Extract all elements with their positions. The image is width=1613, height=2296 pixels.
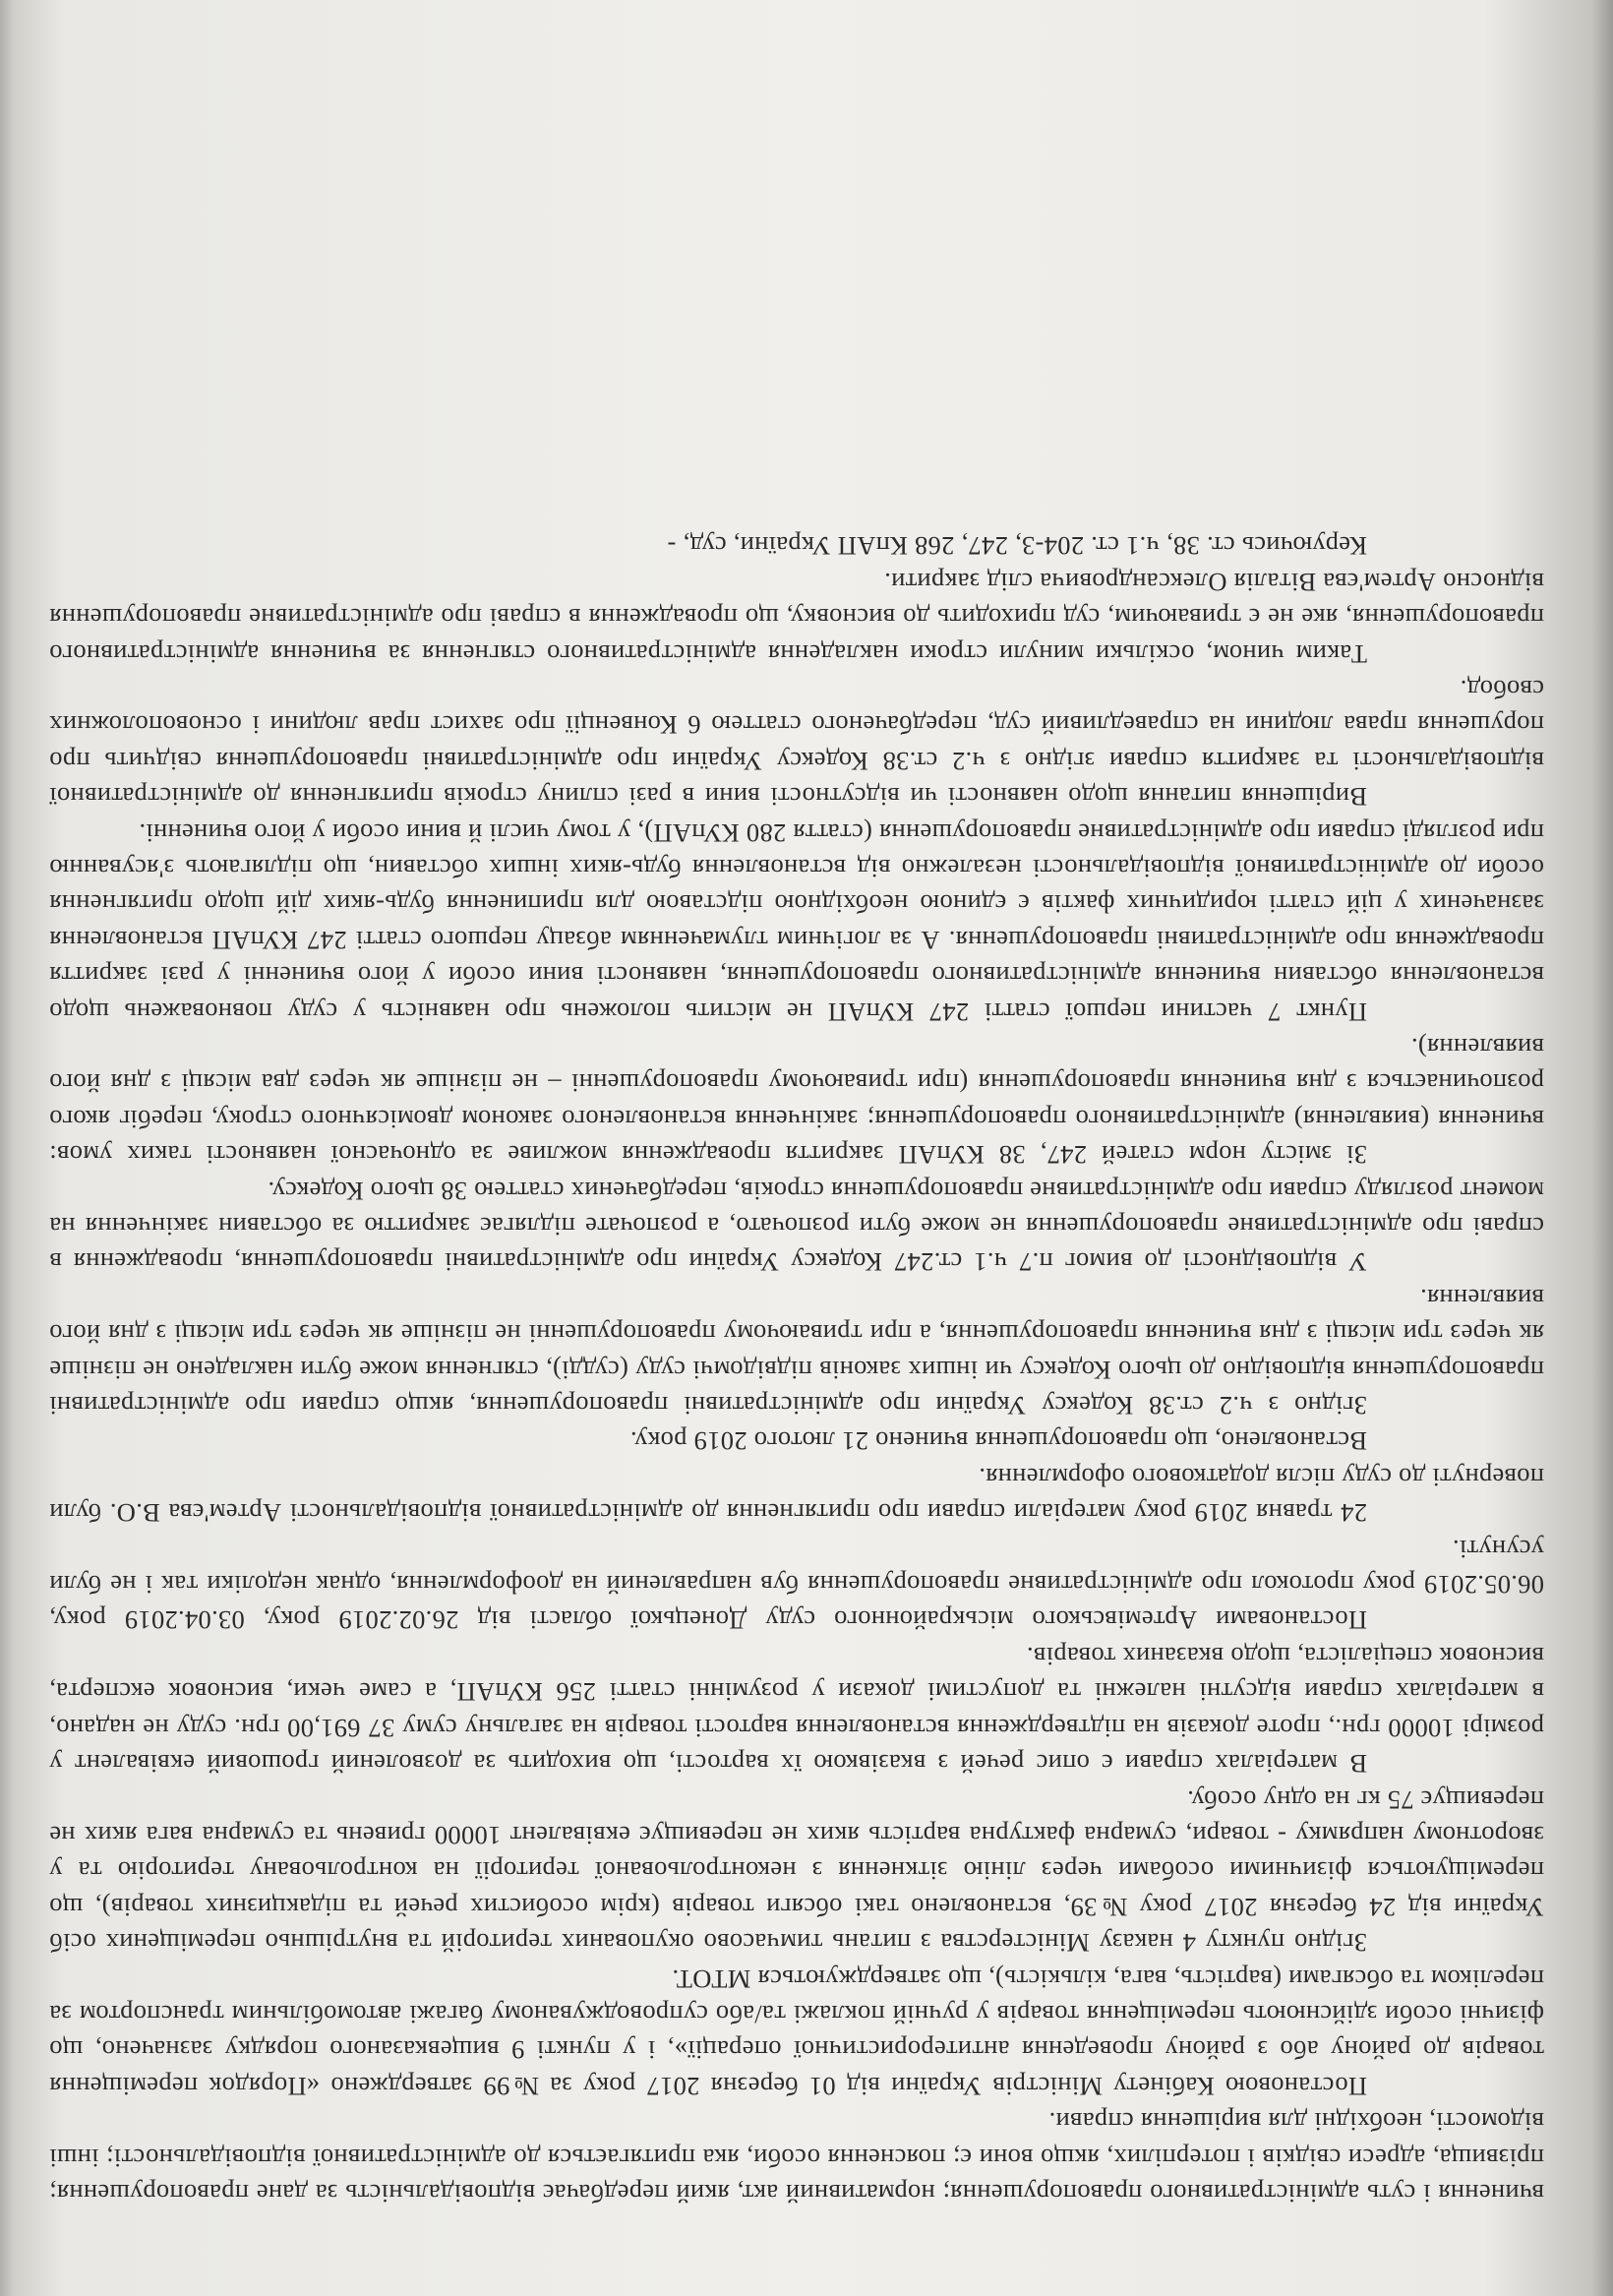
paragraph-article-38: Згідно з ч.2 ст.38 Кодексу України про адміністративні правопорушення, якщо справи про адміністративні правопорушення відповідно до цього Кодексу чи інших законів підвідомчі суду (судді), стягнення може бути накладено не пізніше як через три місяці з дня вчинення правопорушення, а при триваючому правопорушенні не пізніше як через три місяці з дня його виявлення. [49,1283,1544,1421]
document-body [49,528,1544,2211]
paragraph-offense-date: Встановлено, що правопорушення вчинено 21 лютого 2019 року. [629,1426,1367,1457]
paragraph-closure-conditions: Зі змісту норм статей 247, 38 КУпАП закриття провадження можливе за одночасної наявності таких умов: вчинення (виявлення) адміністративного правопорушення; закінчення встановленого законом двомісячного строку, перебіг якого розпочинається з дня вчинення правопорушення (при триваючому правопорушенні – не пізніше як через два місяці з дня його виявлення). [49,1033,1544,1171]
paragraph-guilt-question: Вирішення питання щодо наявності чи відсутності вини в разі сплину строків притягнення до адміністративної відповідальності та закриття справи згідно з ч.2 ст.38 Кодексу України про адміністративні правопорушення свідчить про порушення права людини на справедливий суд, передбаченого статтею 6 Конвенції про захист прав людини і основоположних свобод. [49,674,1544,813]
paragraph-article-247: У відповідності до вимог п.7 ч.1 ст.247 Кодексу України про адміністративні правопорушення, провадження в справі про адміністративне правопорушення не може бути розпочато, а розпочате підлягає закриттю за обставин закінчення на момент розгляду справи про адміністративне правопорушення строків, передбачених статтею 38 цього Кодексу. [49,1176,1544,1278]
right-scan-shadow [1591,0,1613,2296]
paragraph-conclusion: Таким чином, оскільки минули строки накладення адміністративного стягнення за вчинення адміністративного правопорушення, яке не є триваючим, суд приходить до висновку, що провадження в справі про адміністративне правопорушення відносно Артем'єва Віталія Олександровича слід закрити. [49,567,1544,669]
paragraph-cabinet-resolution: Постановою Кабінету Міністрів України від 01 березня 2017 року за №99 затверджено «Порядок переміщення товарів до району або з району проведення антитерористичної операції», і у пункті 9 вищевказаного порядку зазначено, що фізичні особи здійснюють переміщення товарів у ручній поклажі та/або супроводжуваному багажі автомобільним транспортом за переліком та обсягами (вартість, вага, кількість), що затверджуються МТОТ. [49,1964,1544,2101]
paragraph-legal-basis: Керуючись ст. 38, ч.1 ст. 204-3, 247, 268 КпАП України, суд, - [667,531,1367,562]
paragraph-ministry-order: Згідно пункту 4 наказу Міністерства з питань тимчасово окупованих територій та внутрішньо переміщених осіб України від 24 березня 2017 року №39, встановлено такі обсяги товарів (крім особистих речей та підакцизних товарів), що переміщуються фізичними особами через лінію зіткнення з неконтрольованої території на контрольовану територію та у зворотному напрямку - товари, сумарна фактурна вартість яких не перевищує еквівалент 10000 гривень та сумарна вага яких не перевищує 75 кг на одну особу. [49,1784,1544,1959]
paragraph-case-returned: 24 травня 2019 року матеріали справи про притягнення до адміністративної відповідальності Артем'єва В.О. були повернуті до суду після додаткового оформлення. [49,1462,1544,1529]
paragraph-point-7: Пункт 7 частини першої статті 247 КУпАП не містить положень про наявність у суду повноважень щодо встановлення обставин вчинення адміністративного правопорушення, наявності вини особи у його вчиненні у разі закриття провадження про адміністративні правопорушення. А за логічним тлумаченням абзацу першого статті 247 КУпАП встановлення зазначених у цій статті юридичних фактів є єдиною необхідною підставою для припинення будь-яких дій щодо притягнення особи до адміністративної відповідальності незалежно від встановлення будь-яких інших обставин, що підлягають з'ясуванню при розгляді справи про адміністративне правопорушення (стаття 280 КУпАП), у тому числі й вини особи у його вчиненні. [49,817,1544,1027]
paragraph-court-rulings: Постановами Артемівського міськрайонного суду Донецької області від 26.02.2019 року, 03.04.2019 року, 06.05.2019 року протокол про адміністративне правопорушення був направлений на дооформлення, однак недоліки так і не були усунуті. [49,1534,1544,1636]
paragraph-offense-details: вчинення і суть адміністративного правопорушення; нормативний акт, який передбачає відповідальність за дане правопорушення; прізвища, адреси свідків і потерпілих, якщо вони є; пояснення особи, яка притягається до адміністративної відповідальності; інші відомості, необхідні для вирішення справи. [49,2107,1544,2208]
paragraph-case-materials: В матеріалах справи є опис речей з вказівкою їх вартості, що виходить за дозволений грошовий еквівалент у розмірі 10000 грн., проте доказів на підтвердження встановлення вартості товарів на загальну суму 37 691,00 грн. суду не надано, в матеріалах справи відсутні належні та допустимі докази у розумінні статті 256 КУпАП, а саме чеки, висновок експерта, висновок спеціаліста, щодо вказаних товарів. [49,1641,1544,1780]
